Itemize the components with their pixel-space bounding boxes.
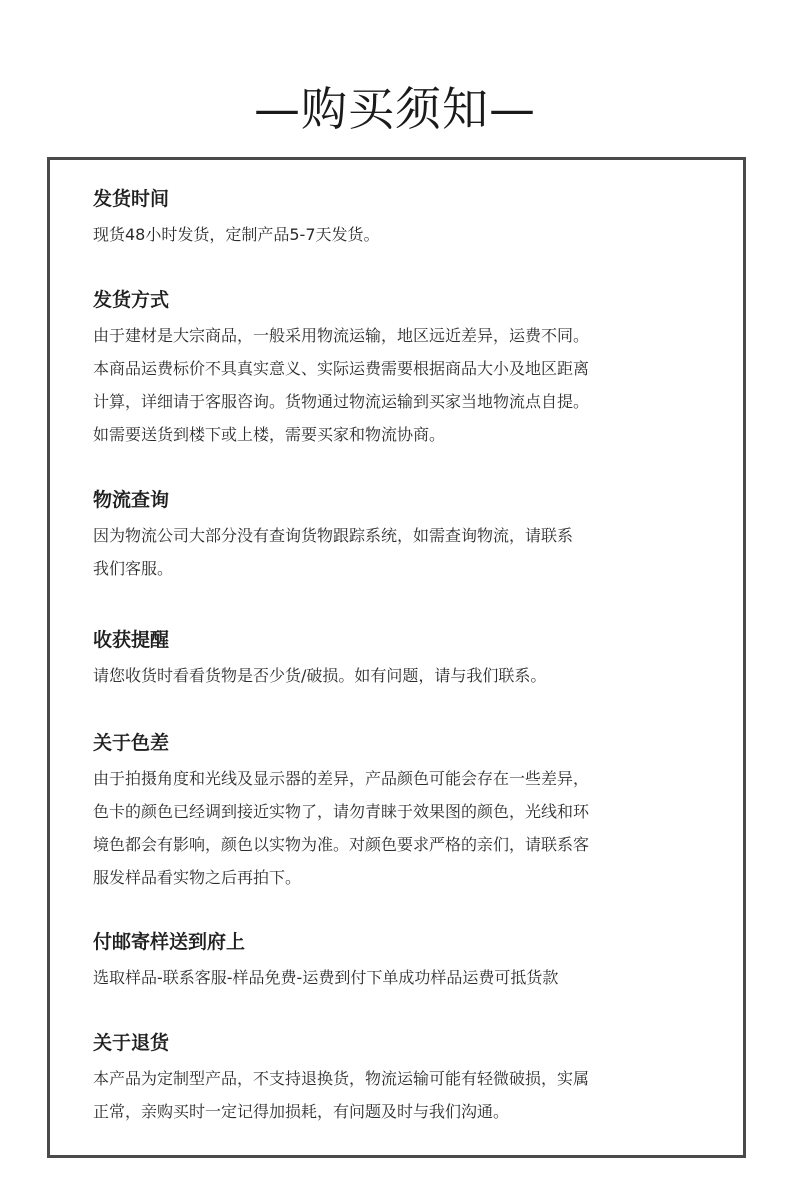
body-line: 如需要送货到楼下或上楼，需要买家和物流协商。: [93, 425, 446, 444]
section-heading: 收获提醒: [93, 629, 170, 651]
body-line: 现货48小时发货，定制产品5-7天发货。: [93, 225, 380, 244]
section-heading: 付邮寄样送到府上: [93, 931, 246, 953]
section-heading: 发货方式: [93, 289, 170, 311]
section-body: [93, 519, 713, 585]
section-body: [93, 218, 713, 251]
section-returns: [93, 1030, 713, 1128]
body-line: 服发样品看实物之后再拍下。: [93, 868, 302, 887]
body-line: 因为物流公司大部分没有查询货物跟踪系统，如需查询物流，请联系: [93, 526, 574, 545]
page-title: —购买须知—: [254, 81, 536, 136]
section-heading: 关于退货: [93, 1032, 170, 1054]
body-line: 由于建材是大宗商品，一般采用物流运输，地区远近差异，运费不同。: [93, 326, 590, 345]
section-heading: 关于色差: [93, 732, 170, 754]
body-line: 由于拍摄角度和光线及显示器的差异，产品颜色可能会存在一些差异，: [93, 769, 590, 788]
section-sample-mailing: [93, 929, 713, 994]
body-line: 选取样品-联系客服-样品免费-运费到付下单成功样品运费可抵货款: [93, 968, 559, 987]
section-body: [93, 961, 713, 994]
section-heading: 物流查询: [93, 489, 170, 511]
body-line: 境色都会有影响，颜色以实物为准。对颜色要求严格的亲们，请联系客: [93, 835, 590, 854]
body-line: 计算，详细请于客服咨询。货物通过物流运输到买家当地物流点自提。: [93, 392, 590, 411]
body-line: 本商品运费标价不具真实意义、实际运费需要根据商品大小及地区距离: [93, 359, 590, 378]
section-body: [93, 659, 713, 692]
body-line: 请您收货时看看货物是否少货/破损。如有问题，请与我们联系。: [93, 666, 547, 685]
section-body: [93, 319, 713, 451]
section-body: [93, 762, 713, 894]
body-line: 正常，亲购买时一定记得加损耗，有问题及时与我们沟通。: [93, 1102, 510, 1121]
section-logistics-query: [93, 487, 713, 585]
section-receipt-reminder: [93, 627, 713, 692]
body-line: 色卡的颜色已经调到接近实物了，请勿青睐于效果图的颜色，光线和环: [93, 802, 590, 821]
section-shipping-time: [93, 186, 713, 251]
section-color-difference: [93, 730, 713, 894]
section-body: [93, 1062, 713, 1128]
section-shipping-method: [93, 287, 713, 451]
body-line: 本产品为定制型产品，不支持退换货，物流运输可能有轻微破损，实属: [93, 1069, 590, 1088]
section-heading: 发货时间: [93, 188, 170, 210]
body-line: 我们客服。: [93, 559, 174, 578]
